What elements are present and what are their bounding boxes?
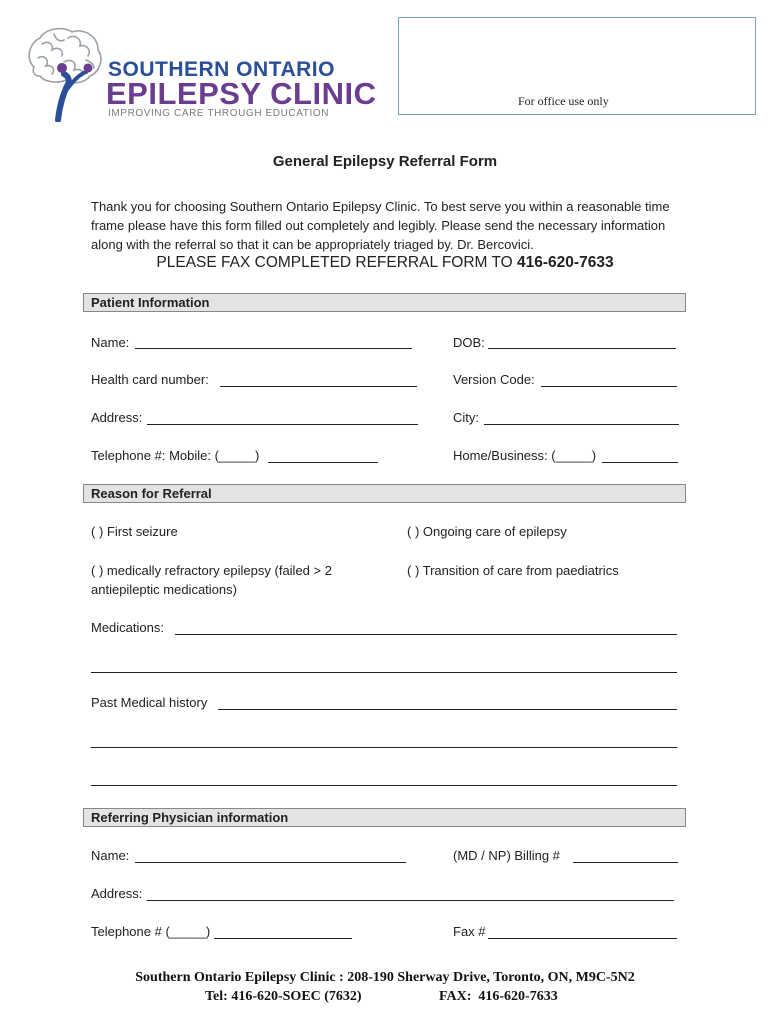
logo-tagline: IMPROVING CARE THROUGH EDUCATION bbox=[108, 108, 330, 119]
medications-field[interactable] bbox=[175, 634, 677, 635]
past-history-label: Past Medical history bbox=[91, 695, 208, 710]
patient-home-label: Home/Business: (_____) bbox=[453, 448, 597, 463]
physician-telephone-field[interactable] bbox=[214, 938, 352, 939]
physician-name-field[interactable] bbox=[135, 862, 406, 863]
patient-city-field[interactable] bbox=[484, 424, 679, 425]
office-use-label: For office use only bbox=[518, 94, 609, 108]
patient-mobile-field[interactable] bbox=[268, 462, 378, 463]
medications-label: Medications: bbox=[91, 620, 164, 635]
patient-home-field[interactable] bbox=[602, 462, 678, 463]
physician-section-title: Referring Physician information bbox=[91, 810, 289, 825]
past-history-field-line2[interactable] bbox=[91, 747, 677, 748]
footer-fax: FAX: 416-620-7633 bbox=[439, 989, 558, 1004]
intro-text: Thank you for choosing Southern Ontario Epilepsy Clinic. To best serve you within a reasonable time frame please have this form filled out completely and legibly. Please send the necessary information along with the referral so that it can be appropriately triaged by. Dr. Bercovici. bbox=[91, 199, 670, 252]
refractory-option-continued: antiepileptic medications) bbox=[91, 582, 237, 597]
transition-care-option[interactable]: ( ) Transition of care from paediatrics bbox=[407, 563, 619, 578]
patient-address-field[interactable] bbox=[147, 424, 418, 425]
physician-fax-label: Fax # bbox=[453, 924, 486, 939]
patient-dob-label: DOB: bbox=[453, 335, 485, 350]
physician-address-field[interactable] bbox=[147, 900, 674, 901]
physician-fax-field[interactable] bbox=[488, 938, 677, 939]
past-history-field[interactable] bbox=[218, 709, 677, 710]
logo-text-southern-ontario: SOUTHERN ONTARIO bbox=[108, 58, 335, 81]
patient-address-label: Address: bbox=[91, 410, 143, 425]
fax-instruction-number: 416-620-7633 bbox=[517, 254, 614, 271]
footer-address: Southern Ontario Epilepsy Clinic : 208-190 Sherway Drive, Toronto, ON, M9C-5N2 bbox=[135, 970, 635, 985]
patient-mobile-label: Telephone #: Mobile: (_____) bbox=[91, 448, 260, 463]
physician-telephone-label: Telephone # (_____) bbox=[91, 924, 211, 939]
version-code-field[interactable] bbox=[541, 386, 677, 387]
ongoing-care-option[interactable]: ( ) Ongoing care of epilepsy bbox=[407, 524, 567, 539]
patient-name-field[interactable] bbox=[135, 348, 412, 349]
billing-field[interactable] bbox=[573, 862, 678, 863]
fax-instruction-text: PLEASE FAX COMPLETED REFERRAL FORM TO bbox=[156, 254, 518, 271]
first-seizure-option[interactable]: ( ) First seizure bbox=[91, 524, 178, 539]
physician-name-label: Name: bbox=[91, 848, 130, 863]
fax-instruction bbox=[0, 254, 770, 272]
brain-figure-icon bbox=[24, 22, 104, 122]
physician-address-label: Address: bbox=[91, 886, 143, 901]
reason-section-title: Reason for Referral bbox=[91, 486, 212, 501]
patient-name-label: Name: bbox=[91, 335, 130, 350]
patient-section-title: Patient Information bbox=[91, 295, 210, 310]
logo-text-epilepsy-clinic: EPILEPSY CLINIC bbox=[106, 76, 377, 111]
past-history-field-line3[interactable] bbox=[91, 785, 677, 786]
health-card-label: Health card number: bbox=[91, 372, 209, 387]
patient-dob-field[interactable] bbox=[488, 348, 676, 349]
refractory-option[interactable]: ( ) medically refractory epilepsy (failed > 2 bbox=[91, 563, 332, 578]
patient-city-label: City: bbox=[453, 410, 479, 425]
billing-label: (MD / NP) Billing # bbox=[453, 848, 560, 863]
footer-telephone: Tel: 416-620-SOEC (7632) bbox=[205, 989, 362, 1004]
medications-field-line2[interactable] bbox=[91, 672, 677, 673]
version-code-label: Version Code: bbox=[453, 372, 535, 387]
form-title: General Epilepsy Referral Form bbox=[272, 153, 498, 170]
health-card-field[interactable] bbox=[220, 386, 417, 387]
